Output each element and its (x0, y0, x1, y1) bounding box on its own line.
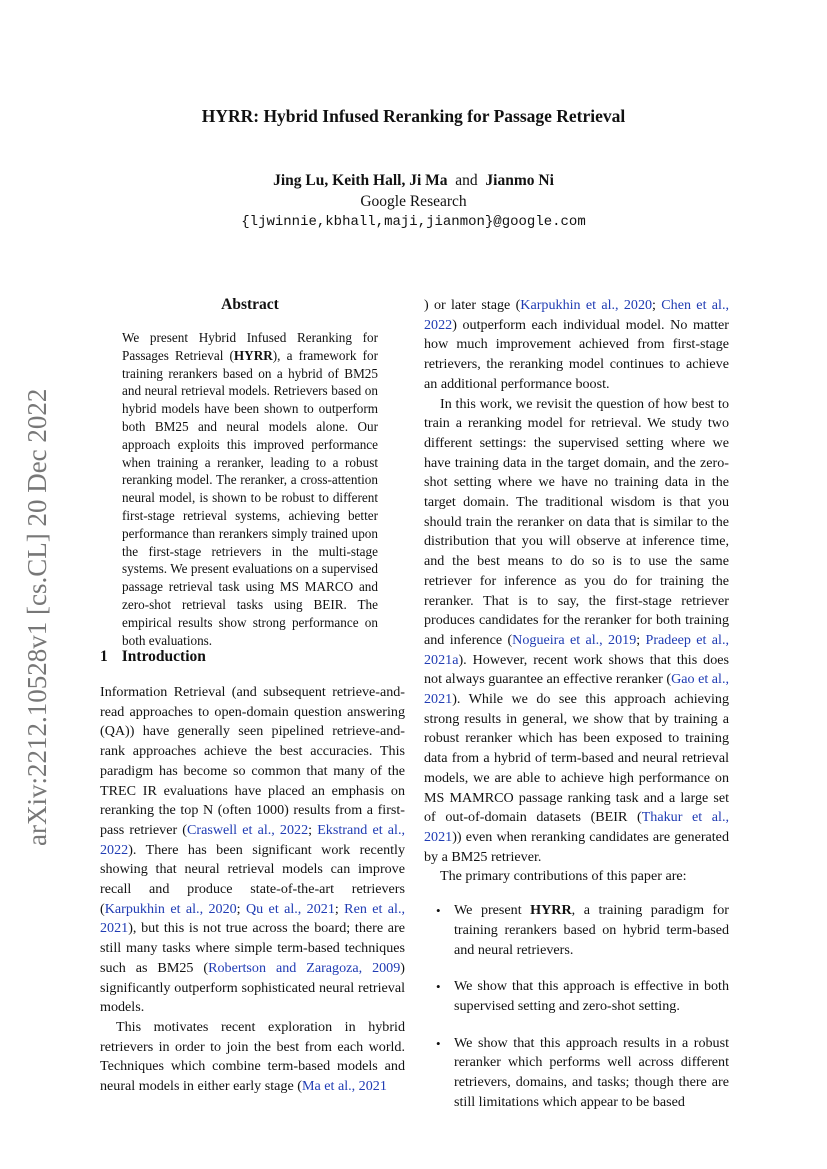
p3-text-c: ). While we do see this approach achieving strong results in general, we show that by training a robust reranker which has been exposed to training data from a hybrid of term-based and neural retrieval models, we are able to achieve high performance on MS MAMRCO passage ranking task and a large set of out-of-domain datasets (BEIR ( (424, 691, 729, 826)
p1-text-b: ). There has been significant work recently showing that neural retrieval models can improve recall and produce state-of-the-art retrievers ( (100, 841, 405, 917)
abstract-body (122, 329, 378, 649)
intro-paragraph-2-cont (424, 296, 729, 395)
p1-text-a: Information Retrieval (and subsequent retrieve-and-read approaches to open-domain question answering (QA)) have generally seen pipelined retrieve-and-rank approaches achieve the best accuracies. This paradigm has become so common that many of the TREC IR evaluations have placed an emphasis on reranking the top N (often 1000) results from a first-pass retriever ( (100, 684, 405, 838)
p1-sep: ; (236, 900, 246, 917)
citation-link[interactable]: Thakur et al., 2021 (424, 809, 729, 845)
p2-sep: ; (652, 297, 662, 313)
bullet-1-text-a: We present (454, 902, 531, 919)
author-and: and (455, 172, 478, 189)
p1-sep: ; (308, 821, 318, 838)
section-number: 1 (100, 648, 108, 665)
abstract-text-2: ), a framework for training rerankers based on a hybrid of BM25 and neural retrieval models. Retrievers based on hybrid models have been shown to outperform both BM25 and neural models alone. Our approach exploits this improved performance when training a reranker, leading to a robust reranking model. The reranker, a cross-attention neural model, is shown to be robust to different first-stage retrieval systems, achieving better performance than rerankers simply trained upon the first-stage retrievers in the multi-stage systems. We present evaluations on a supervised passage retrieval task using MS MARCO and zero-shot retrieval tasks using BEIR. The empirical results show strong performance on both evaluations. (122, 347, 378, 648)
right-column (424, 296, 729, 1112)
bullet-text (454, 901, 729, 960)
intro-paragraph-3 (424, 395, 729, 868)
bullet-icon: • (436, 903, 441, 919)
bullet-text: We show that this approach results in a robust reranker which performs well across different retrievers, domains, and tasks; though there are still limitations which appear to be based (454, 1034, 729, 1110)
citation-link[interactable]: Craswell et al., 2022 (187, 821, 309, 838)
citation-link[interactable]: Ekstrand et al., 2022 (100, 821, 405, 858)
p3-text-b: ). However, recent work shows that this does not always guarantee an effective reranker ( (424, 651, 729, 688)
citation-link[interactable]: Qu et al., 2021 (245, 900, 335, 917)
bullet-1-bold: HYRR (530, 902, 572, 919)
citation-link[interactable]: Karpukhin et al., 2020 (520, 297, 653, 313)
left-column (100, 683, 405, 1097)
p3-text-a: In this work, we revisit the question of how best to train a reranking model for retrieval. We study two different settings: the supervised setting where we have training data in the target domain, and the zero-shot setting where we have no training data in the target domain. The traditional wisdom is that you should train the reranker on data that is similar to the distribution that you will observe at inference time, and the best means to do so is to use the same retriever for inference as you do for training the reranker. That is to say, the first-stage retriever produces candidates for the reranker for both training and inference ( (424, 395, 729, 648)
abstract-text-1: We present Hybrid Infused Reranking for Passages Retrieval ( (122, 330, 378, 363)
arxiv-stamp: arXiv:2212.10528v1 [cs.CL] 20 Dec 2022 (22, 388, 52, 846)
bullet-text: We show that this approach is effective in both supervised setting and zero-shot setting. (454, 978, 729, 1014)
citation-link[interactable]: Pradeep et al., 2021a (424, 631, 729, 668)
author-names-1: Jing Lu, Keith Hall, Ji Ma (273, 172, 448, 189)
p1-text-c: ), but this is not true across the board; there are still many tasks where simple term-based techniques such as BM25 ( (100, 920, 405, 976)
p3-text-d: )) even when reranking candidates are generated by a BM25 retriever. (424, 828, 729, 865)
intro-paragraph-4: The primary contributions of this paper are: (440, 868, 687, 885)
p1-sep: ; (334, 900, 345, 917)
intro-paragraph-1 (100, 683, 405, 1018)
p2-text-b: ) or later stage ( (424, 297, 521, 313)
bullet-1-text-b: , a training paradigm for training rerankers based on hybrid term-based and neural retrievers. (454, 902, 729, 958)
abstract-heading: Abstract (221, 296, 279, 313)
intro-paragraph-2-start (100, 1018, 405, 1097)
contribution-bullet (436, 1034, 729, 1113)
p2-text-a: This motivates recent exploration in hybrid retrievers in order to join the best from each world. Techniques which combine term-based models and neural models in either early stage ( (100, 1018, 405, 1095)
author-email: {ljwinnie,kbhall,maji,jianmon}@google.com (241, 214, 586, 230)
bullet-icon: • (436, 979, 441, 995)
p3-sep: ; (636, 631, 646, 648)
paper-title: HYRR: Hybrid Infused Reranking for Passage Retrieval (201, 106, 626, 126)
section-heading-introduction (100, 648, 206, 666)
section-title: Introduction (121, 648, 206, 665)
citation-link[interactable]: Nogueira et al., 2019 (512, 631, 637, 648)
contribution-bullet (436, 901, 729, 960)
citation-link[interactable]: Ma et al., 2021 (301, 1078, 387, 1095)
affiliation: Google Research (360, 193, 467, 210)
author-names-2: Jianmo Ni (485, 172, 554, 189)
citation-link[interactable]: Chen et al., 2022 (424, 297, 729, 333)
citation-link[interactable]: Karpukhin et al., 2020 (104, 900, 237, 917)
citation-link[interactable]: Gao et al., 2021 (424, 671, 729, 708)
author-names (0, 170, 827, 191)
contribution-bullet (436, 977, 729, 1016)
citation-link[interactable]: Robertson and Zaragoza, 2009 (208, 959, 401, 976)
abstract-bold-hyrr: HYRR (233, 347, 273, 363)
citation-link[interactable]: Ren et al., 2021 (100, 900, 405, 937)
bullet-icon: • (436, 1035, 441, 1051)
author-block (0, 170, 827, 233)
p1-text-d: ) significantly outperform sophisticated neural retrieval models. (100, 959, 405, 1016)
p2-text-c: ) outperform each individual model. No matter how much improvement achieved from first-stage retrievers, the reranking model continues to achieve an additional performance boost. (424, 316, 729, 392)
